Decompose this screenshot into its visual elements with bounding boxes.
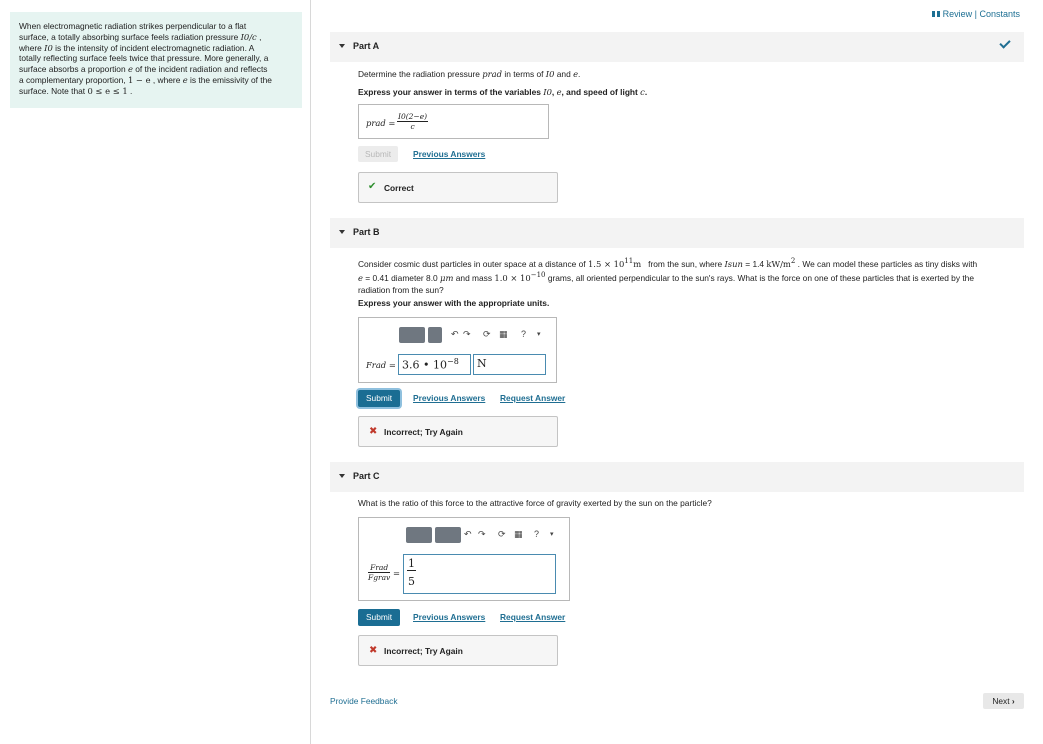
question-text: Consider cosmic dust particles in outer space at a distance of (358, 258, 588, 269)
answer-value: 3.6 • 10 (402, 358, 447, 372)
intro-math: 0 ≤ e ≤ 1 (87, 85, 128, 96)
part-b-answer-box (358, 317, 557, 383)
part-a-submit-button[interactable]: Submit (358, 146, 398, 162)
templates-icon[interactable] (406, 527, 432, 543)
next-button[interactable] (983, 693, 1024, 709)
question-text: Determine the radiation pressure (358, 69, 483, 79)
question-line-2 (358, 270, 1024, 284)
math-toolbar (406, 527, 556, 547)
redo-icon[interactable]: ↷ (478, 529, 486, 539)
question-text: from the sun, where (641, 258, 725, 269)
instruction-text: , (551, 87, 557, 97)
intro-line-7 (19, 86, 293, 97)
collapse-arrow-icon[interactable] (339, 230, 345, 234)
intro-text: surface, a totally absorbing surface feels radiation pressure (19, 31, 241, 42)
answer-lhs-label: prad = (366, 118, 396, 128)
chevron-right-icon: › (1011, 696, 1015, 706)
instruction-text: . (644, 87, 648, 97)
provide-feedback-link[interactable]: Provide Feedback (330, 696, 398, 706)
fraction-denominator: c (410, 122, 415, 131)
undo-icon[interactable]: ↶ (464, 529, 472, 539)
part-c-submit-button[interactable]: Submit (358, 609, 400, 626)
question-math: prad (482, 69, 503, 79)
symbols-icon[interactable] (428, 327, 442, 343)
question-math: −10 (530, 271, 546, 280)
question-math: m (633, 258, 642, 269)
intro-text: surface absorbs a proportion (19, 64, 128, 75)
help-icon[interactable]: ? (534, 529, 540, 539)
answer-denominator[interactable]: 5 (408, 575, 415, 588)
templates-icon[interactable] (399, 327, 425, 343)
instruction-text: Express your answer in terms of the variables (358, 87, 544, 97)
fraction-numerator: I0(2−e) (398, 112, 428, 121)
review-icon (932, 11, 940, 17)
incorrect-x-icon: ✖ (369, 645, 378, 656)
symbols-icon[interactable] (435, 527, 461, 543)
intro-text: . (127, 85, 133, 96)
question-text: grams, all oriented perpendicular to the sun's rays. What is the force on one of these particles that is exerted by the (545, 273, 974, 284)
part-a-feedback (358, 172, 558, 203)
feedback-text: Incorrect; Try Again (384, 427, 463, 437)
intro-line-2 (19, 32, 293, 43)
intro-text: , (256, 31, 262, 42)
intro-text: is the emissivity of the (187, 74, 272, 85)
part-c-header[interactable] (330, 462, 1024, 492)
ratio-numerator-label: Frad (368, 563, 390, 573)
more-icon[interactable]: ▾ (537, 331, 541, 338)
instruction-math: I0 (543, 87, 552, 97)
answer-value-input[interactable] (398, 354, 471, 375)
link-separator: | (972, 9, 980, 19)
question-math: 11 (624, 257, 634, 265)
part-c-question: What is the ratio of this force to the attractive force of gravity exerted by the sun on the particle? (358, 498, 712, 508)
question-text: and (554, 69, 574, 79)
question-text: and mass (453, 273, 495, 284)
answer-unit: N (477, 357, 487, 370)
question-line-3: radiation from the sun? (358, 284, 444, 295)
collapse-arrow-icon[interactable] (339, 44, 345, 48)
answer-numerator[interactable]: 1 (408, 557, 415, 570)
question-text: . (578, 69, 581, 79)
feedback-text: Incorrect; Try Again (384, 646, 463, 656)
collapse-arrow-icon[interactable] (339, 474, 345, 478)
intro-line-3 (19, 43, 293, 54)
question-math: 1.0 × 10 (494, 273, 531, 284)
intro-text-box (10, 12, 302, 108)
part-c-previous-answers-link[interactable]: Previous Answers (413, 612, 486, 622)
keyboard-icon[interactable]: ▦ (499, 329, 508, 339)
part-b-feedback (358, 416, 558, 447)
question-math: Isun (724, 258, 743, 269)
instruction-text: , and speed of light (561, 87, 641, 97)
intro-text: , where (150, 74, 183, 85)
question-line-1 (358, 256, 1024, 270)
part-b-submit-button[interactable]: Submit (358, 390, 400, 407)
question-text: = 1.4 (742, 258, 767, 269)
part-b-instruction: Express your answer with the appropriate units. (358, 298, 550, 308)
intro-math: 1 − e (127, 74, 151, 85)
completed-check-icon (999, 37, 1010, 48)
part-a-question (358, 69, 580, 81)
answer-unit-input[interactable] (473, 354, 546, 375)
intro-line-5 (19, 64, 293, 75)
top-links (932, 9, 1020, 19)
review-link[interactable]: Review (942, 9, 973, 19)
answer-fraction (397, 112, 428, 131)
intro-text: of the incident radiation and reflects (132, 64, 268, 75)
intro-text: a complementary proportion, (19, 74, 128, 85)
next-label: Next (992, 696, 1010, 706)
part-b-previous-answers-link[interactable]: Previous Answers (413, 393, 486, 403)
equals-sign: = (393, 568, 401, 578)
ratio-denominator-label: Fgrav (368, 573, 391, 582)
intro-text: surface. Note that (19, 85, 88, 96)
part-a-previous-answers-link[interactable]: Previous Answers (413, 149, 486, 159)
intro-math: I0/c (240, 31, 257, 42)
intro-line-6 (19, 75, 293, 86)
keyboard-icon[interactable]: ▦ (514, 529, 523, 539)
question-math: μm (440, 273, 454, 284)
instruction-math: c (640, 87, 645, 97)
part-b-request-answer-link[interactable]: Request Answer (500, 393, 566, 403)
incorrect-x-icon: ✖ (369, 426, 378, 437)
redo-icon[interactable]: ↷ (463, 329, 471, 339)
more-icon[interactable]: ▾ (550, 531, 554, 538)
part-a-instruction (358, 87, 647, 99)
question-math: kW/m (766, 258, 791, 269)
constants-link[interactable]: Constants (979, 9, 1020, 19)
feedback-text: Correct (384, 183, 414, 193)
part-c-request-answer-link[interactable]: Request Answer (500, 612, 566, 622)
question-math: e (573, 69, 579, 79)
answer-exponent: −8 (446, 357, 459, 366)
correct-check-icon: ✔ (368, 181, 377, 192)
part-c-answer-box (358, 517, 570, 601)
ratio-lhs-fraction (368, 563, 390, 582)
undo-icon[interactable]: ↶ (451, 329, 459, 339)
intro-math: e (127, 64, 133, 75)
answer-lhs-label: Frad = (366, 360, 396, 370)
part-b-label: Part B (353, 227, 380, 237)
intro-text: where (19, 42, 45, 53)
intro-line-1: When electromagnetic radiation strikes perpendicular to a flat (19, 21, 247, 31)
intro-math: I0 (44, 42, 53, 53)
question-text: = 0.41 diameter 8.0 (362, 273, 441, 284)
question-text: . We can model these particles as tiny disks with (795, 258, 978, 269)
part-a-header[interactable] (330, 32, 1024, 62)
part-c-label: Part C (353, 471, 380, 481)
intro-math: e (182, 74, 188, 85)
question-text: in terms of (502, 69, 546, 79)
question-math: 1.5 × 10 (587, 258, 625, 269)
intro-line-4: totally reflecting surface feels twice that pressure. More generally, a (19, 53, 269, 64)
question-math: 2 (790, 257, 796, 265)
part-b-header[interactable] (330, 218, 1024, 248)
intro-text: is the intensity of incident electromagnetic radiation. A (52, 42, 255, 53)
math-toolbar (399, 327, 549, 347)
part-c-feedback (358, 635, 558, 666)
reset-icon[interactable]: ⟳ (483, 329, 491, 339)
question-math: I0 (545, 69, 555, 79)
instruction-math: e (556, 87, 562, 97)
part-a-answer-box (358, 104, 549, 139)
reset-icon[interactable]: ⟳ (498, 529, 506, 539)
answer-fraction-input[interactable] (403, 554, 556, 594)
part-b-question (358, 256, 1024, 296)
help-icon[interactable]: ? (521, 329, 527, 339)
part-a-label: Part A (353, 41, 380, 51)
question-math: e (358, 273, 363, 284)
left-panel (0, 0, 311, 744)
